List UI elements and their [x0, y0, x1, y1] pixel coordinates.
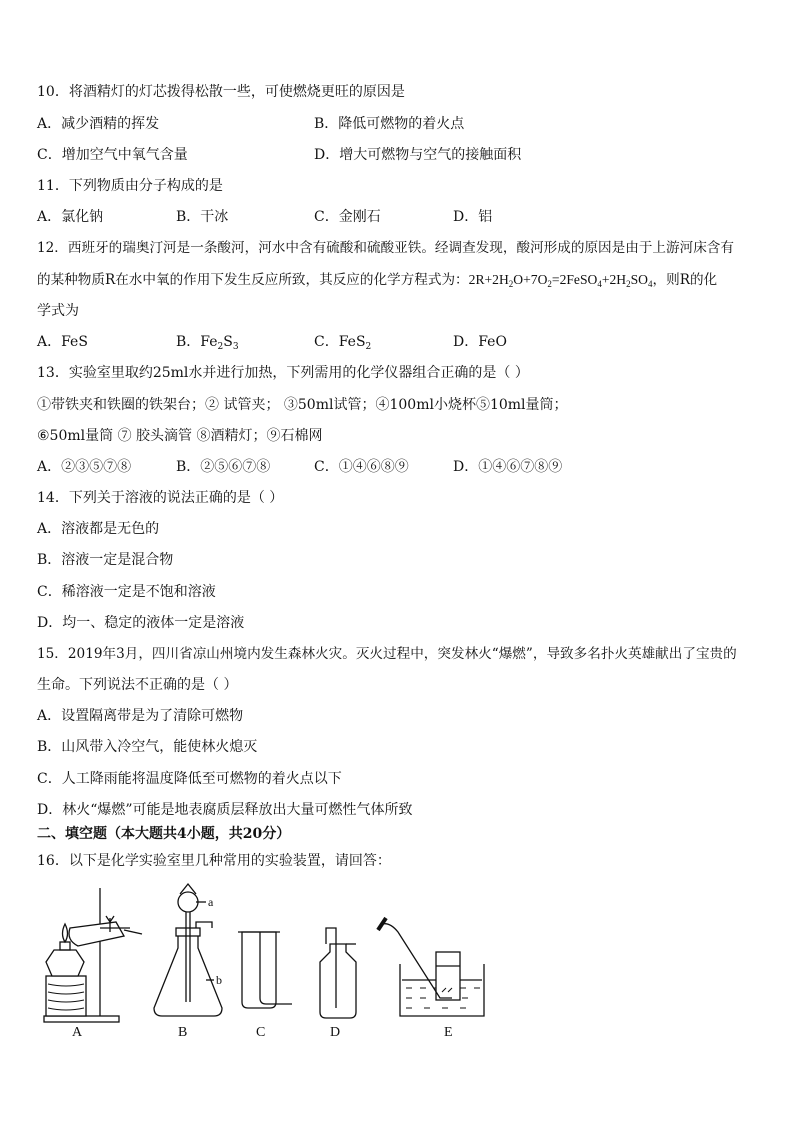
q14-option-a: A．溶液都是无色的	[37, 521, 160, 537]
q13-option-d: D．①④⑥⑦⑧⑨	[453, 459, 563, 475]
q11-stem: 11．下列物质由分子构成的是	[37, 178, 223, 194]
q12-stem-line1: 12．西班牙的瑞奥汀河是一条酸河，河水中含有硫酸和硫酸亚铁。经调查发现，酸河形成的原因是由于上游河床含有	[37, 240, 734, 256]
chemical-equation: $2R+2H_2O+7O_2=2FeSO_4+2H_2SO_4$	[468, 272, 653, 289]
section-heading: 二、填空题（本大题共4小题，共20分）	[37, 826, 291, 842]
figure-label-b: B	[178, 1025, 188, 1040]
q13-stem-line2: ①带铁夹和铁圈的铁架台；② 试管夹； ③50ml试管；④100ml小烧杯⑤10ml量筒；	[37, 397, 568, 413]
q13-option-b: B．②⑤⑥⑦⑧	[176, 459, 271, 475]
part-label-a: a	[208, 895, 214, 909]
q11-option-d: D．铝	[453, 209, 493, 225]
q10-option-a: A．减少酒精的挥发	[37, 116, 160, 132]
figure-label-d: D	[330, 1025, 341, 1040]
q15-option-b: B．山风带入冷空气，能使林火熄灭	[37, 739, 258, 755]
q15-option-c: C．人工降雨能将温度降低至可燃物的着火点以下	[37, 771, 342, 787]
q11-option-b: B．干冰	[176, 209, 229, 225]
part-label-b: b	[216, 973, 222, 987]
q12-stem-line2	[37, 270, 717, 294]
q13-stem-line3: ⑥50ml量筒 ⑦ 胶头滴管 ⑧酒精灯；⑨石棉网	[37, 428, 323, 444]
q13-option-a: A．②③⑤⑦⑧	[37, 459, 132, 475]
apparatus-a	[44, 888, 142, 1022]
q12-option-b-prefix: B．Fe	[176, 334, 218, 350]
q12-stem-line2-tail: ，则R的化	[652, 272, 718, 288]
q10-option-d: D．增大可燃物与空气的接触面积	[314, 147, 522, 163]
figure-label-c: C	[256, 1025, 266, 1040]
q12-option-c: C．FeS$_2$	[314, 334, 372, 352]
q10-stem: 10．将酒精灯的灯芯拨得松散一些，可使燃烧更旺的原因是	[37, 84, 405, 100]
q11-option-a: A．氯化钠	[37, 209, 104, 225]
q12-option-c-prefix: C．FeS	[314, 334, 366, 350]
q14-option-b: B．溶液一定是混合物	[37, 552, 174, 568]
q10-option-c: C．增加空气中氧气含量	[37, 147, 188, 163]
apparatus-d	[320, 928, 356, 1018]
q16-stem: 16．以下是化学实验室里几种常用的实验装置，请回答：	[37, 853, 391, 869]
figure-label-a: A	[72, 1025, 83, 1040]
q11-option-c: C．金刚石	[314, 209, 381, 225]
q14-stem: 14．下列关于溶液的说法正确的是（ ）	[37, 490, 284, 506]
apparatus-e	[378, 918, 484, 1016]
q12-option-a: A．FeS	[37, 334, 88, 350]
figure-label-e: E	[444, 1025, 453, 1040]
q15-option-a: A．设置隔离带是为了清除可燃物	[37, 708, 244, 724]
q15-stem-line2: 生命。下列说法不正确的是（ ）	[37, 677, 238, 693]
q12-stem-line3: 学式为	[37, 303, 79, 319]
q15-stem-line1: 15．2019年3月，四川省凉山州境内发生森林火灾。灭火过程中，突发林火“爆燃”，导致多名扑火英雄献出了宝贵的	[37, 646, 737, 662]
q15-option-d: D．林火“爆燃”可能是地表腐质层释放出大量可燃性气体所致	[37, 802, 413, 818]
q12-stem-line2-text: 的某种物质R在水中氧的作用下发生反应所致，其反应的化学方程式为：	[37, 272, 469, 288]
q14-option-d: D．均一、稳定的液体一定是溶液	[37, 615, 245, 631]
q12-option-d: D．FeO	[453, 334, 507, 350]
apparatus-c	[238, 932, 292, 1008]
lab-apparatus-figure	[30, 880, 520, 1050]
q14-option-c: C．稀溶液一定是不饱和溶液	[37, 584, 216, 600]
q10-option-b: B．降低可燃物的着火点	[314, 116, 465, 132]
q12-option-b: B．$Fe_2S_3$	[176, 334, 239, 352]
q13-option-c: C．①④⑥⑧⑨	[314, 459, 409, 475]
q13-stem: 13．实验室里取约25ml水并进行加热，下列需用的化学仪器组合正确的是（ ）	[37, 365, 529, 381]
